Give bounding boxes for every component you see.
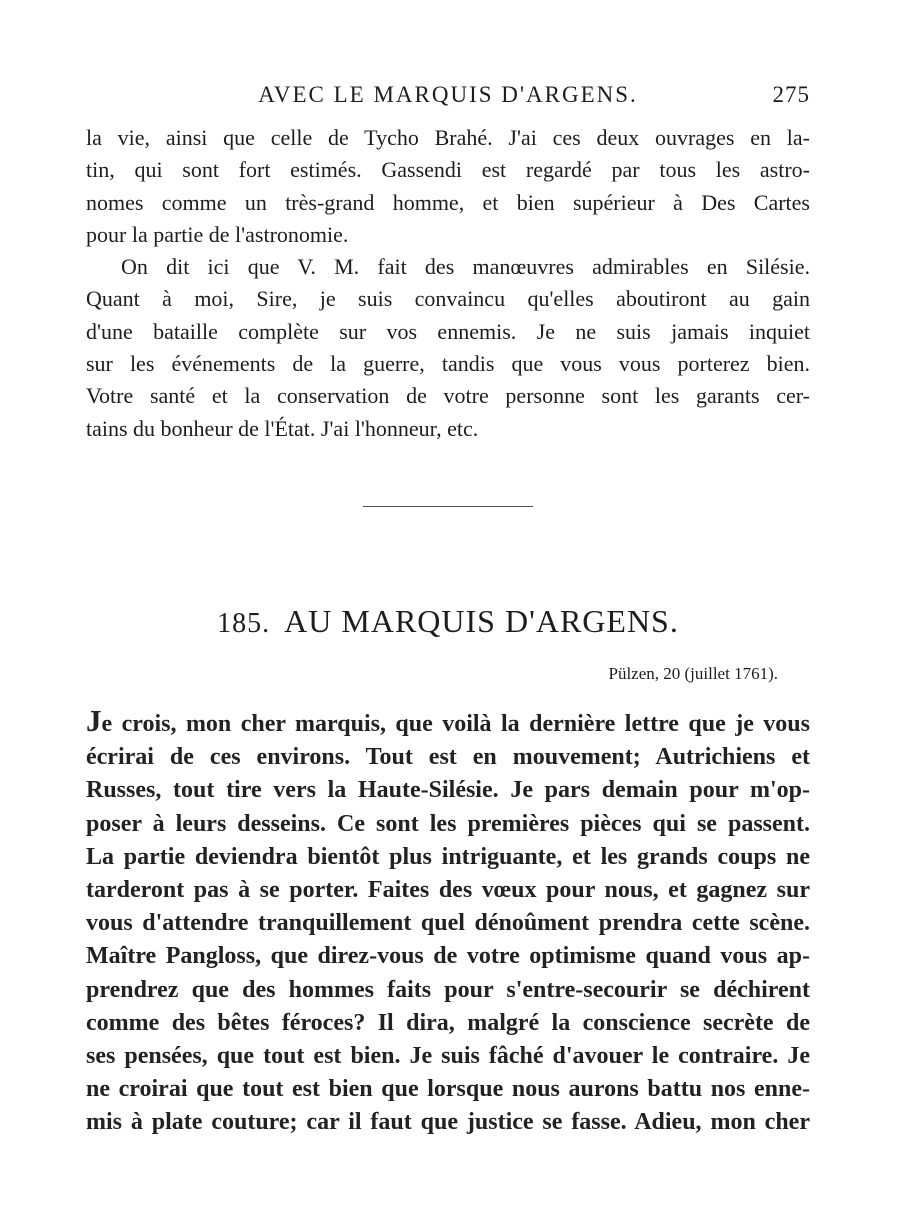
text-line: tains du bonheur de l'État. J'ai l'honneur, etc.: [86, 415, 479, 441]
text-line: écrirai de ces environs. Tout est en mouvement; Autrichiens et: [86, 744, 810, 771]
section-divider: [363, 506, 533, 507]
text-line: tin, qui sont fort estimés. Gassendi est regardé par tous les astro-: [86, 157, 810, 183]
text-line: Quant à moi, Sire, je suis convaincu qu'elles aboutiront au gain: [86, 286, 810, 312]
running-head: [86, 78, 810, 112]
letter-title: AU MARQUIS D'ARGENS.: [284, 603, 679, 639]
text-line: Russes, tout tire vers la Haute-Silésie. Je pars demain pour m'op-: [86, 777, 810, 804]
text-line: prendrez que des hommes faits pour s'entre-secourir se déchirent: [86, 976, 810, 1003]
page-number: 275: [772, 82, 810, 107]
text-line: La partie deviendra bientôt plus intriguante, et les grands coups ne: [86, 843, 810, 870]
text-line: Maître Pangloss, que direz-vous de votre optimisme quand vous ap-: [86, 943, 810, 970]
letter-body: [86, 704, 810, 1140]
text-line: vous d'attendre tranquillement quel dénoûment prendra cette scène.: [86, 910, 810, 937]
text-line: mis à plate couture; car il faut que justice se fasse. Adieu, mon cher: [86, 1109, 810, 1136]
text-line: pour la partie de l'astronomie.: [86, 221, 349, 247]
text-line: [86, 704, 810, 741]
letter-heading: [86, 603, 810, 640]
text-line: comme des bêtes féroces? Il dira, malgré la conscience secrète de: [86, 1009, 810, 1036]
first-line-text: e crois, mon cher marquis, que voilà la dernière lettre que je vous: [101, 711, 810, 737]
text-line: d'une bataille complète sur vos ennemis. Je ne suis jamais inquiet: [86, 318, 810, 344]
text-line: ses pensées, que tout est bien. Je suis fâché d'avouer le contraire. Je: [86, 1043, 810, 1070]
text-line: poser à leurs desseins. Ce sont les premières pièces qui se passent.: [86, 810, 810, 837]
text-line: Votre santé et la conservation de votre personne sont les garants cer-: [86, 383, 810, 409]
text-line: tarderont pas à se porter. Faites des vœux pour nous, et gagnez sur: [86, 877, 810, 904]
text-line: ne croirai que tout est bien que lorsque nous aurons battu nos enne-: [86, 1076, 810, 1103]
running-title: AVEC LE MARQUIS D'ARGENS.: [258, 82, 638, 107]
previous-letter-text: [86, 122, 810, 445]
text-line: la vie, ainsi que celle de Tycho Brahé. J'ai ces deux ouvrages en la-: [86, 125, 810, 150]
letter-dateline: Pülzen, 20 (juillet 1761).: [608, 664, 778, 683]
text-line: nomes comme un très-grand homme, et bien supérieur à Des Cartes: [86, 189, 810, 215]
text-line: sur les événements de la guerre, tandis que vous vous porterez bien.: [86, 351, 810, 377]
initial-letter: J: [86, 704, 102, 738]
text-line: On dit ici que V. M. fait des manœuvres admirables en Silésie.: [121, 254, 810, 280]
letter-number: 185.: [217, 608, 271, 639]
